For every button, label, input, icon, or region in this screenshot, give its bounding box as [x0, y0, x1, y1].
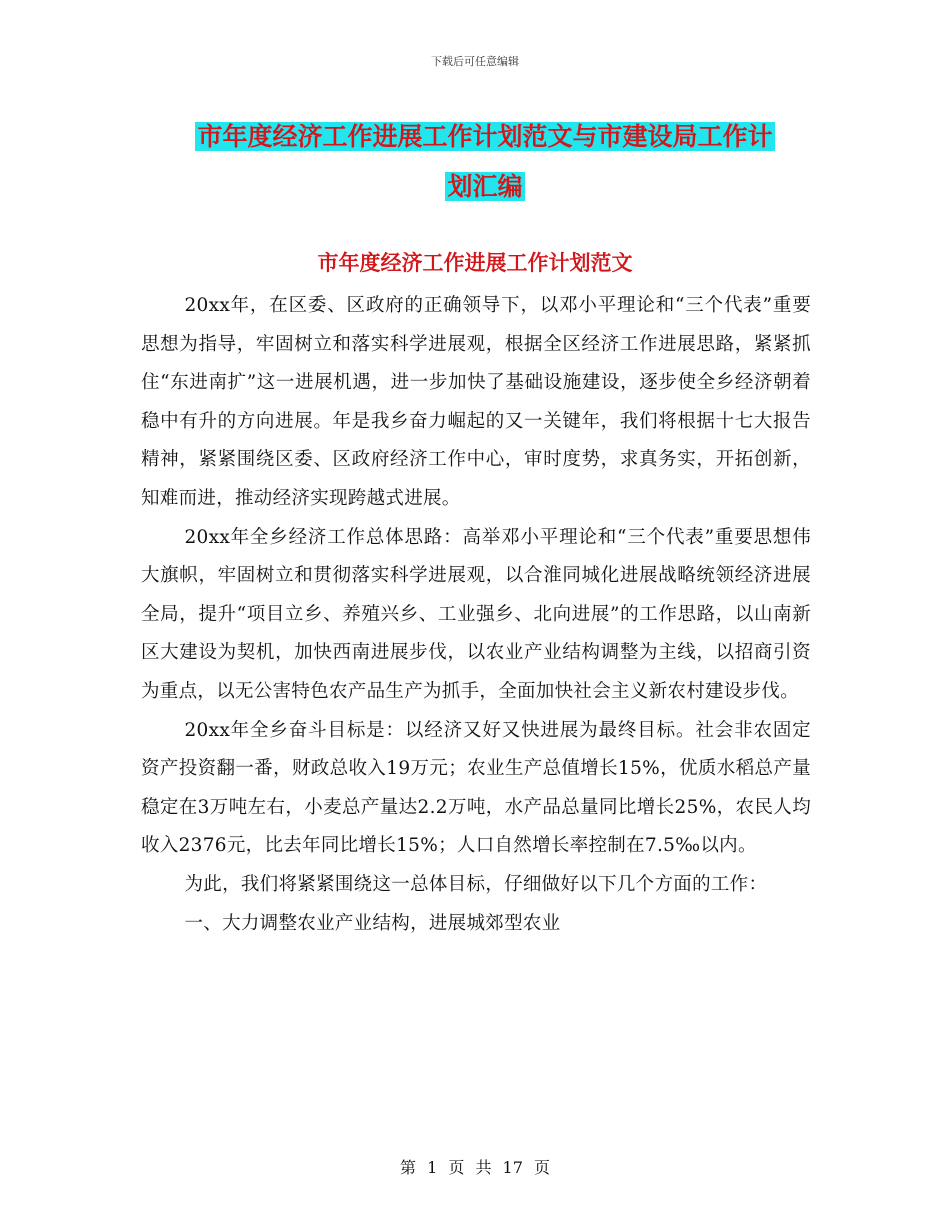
body-text — [141, 287, 811, 943]
page-footer: 第 1 页 共 17 页 — [400, 1158, 550, 1177]
section-title: 市年度经济工作进展工作计划范文 — [317, 250, 633, 275]
document-title-line2: 划汇编 — [447, 172, 523, 201]
paragraph: 为此，我们将紧紧围绕这一总体目标，仔细做好以下几个方面的工作： — [184, 873, 768, 895]
paragraph: 20xx年全乡经济工作总体思路：高举邓小平理论和“三个代表”重要思想伟大旗帜，牢固树立和贯彻落实科学进展观，以合淮同城化进展战略统领经济进展全局，提升“项目立乡、养殖兴乡、工业强乡、北向进展”的工作思路，以山南新区大建设为契机，加快西南进展步伐，以农业产业结构调整为主线，以招商引资为重点，以无公害特色农产品生产为抓手，全面加快社会主义新农村建设步伐。 — [141, 526, 811, 702]
header-note: 下载后可任意编辑 — [431, 55, 519, 68]
paragraph: 20xx年，在区委、区政府的正确领导下，以邓小平理论和“三个代表”重要思想为指导，牢固树立和落实科学进展观，根据全区经济工作进展思路，紧紧抓住“东进南扩”这一进展机遇，进一步加快了基础设施建设，逐步使全乡经济朝着稳中有升的方向进展。年是我乡奋力崛起的又一关键年，我们将根据十七大报告精神，紧紧围绕区委、区政府经济工作中心，审时度势，求真务实，开拓创新，知难而进，推动经济实现跨越式进展。 — [141, 295, 811, 509]
document-title-line1: 市年度经济工作进展工作计划范文与市建设局工作计 — [197, 122, 773, 151]
paragraph: 一、大力调整农业产业结构，进展城郊型农业 — [184, 912, 561, 934]
document-title — [140, 112, 830, 212]
paragraph: 20xx年全乡奋斗目标是：以经济又好又快进展为最终目标。社会非农固定资产投资翻一番，财政总收入19万元；农业生产总值增长15%，优质水稻总产量稳定在3万吨左右，小麦总产量达2.2万吨，水产品总量同比增长25%，农民人均收入2376元，比去年同比增长15%；人口自然增长率控制在7.5‰以内。 — [141, 719, 811, 857]
